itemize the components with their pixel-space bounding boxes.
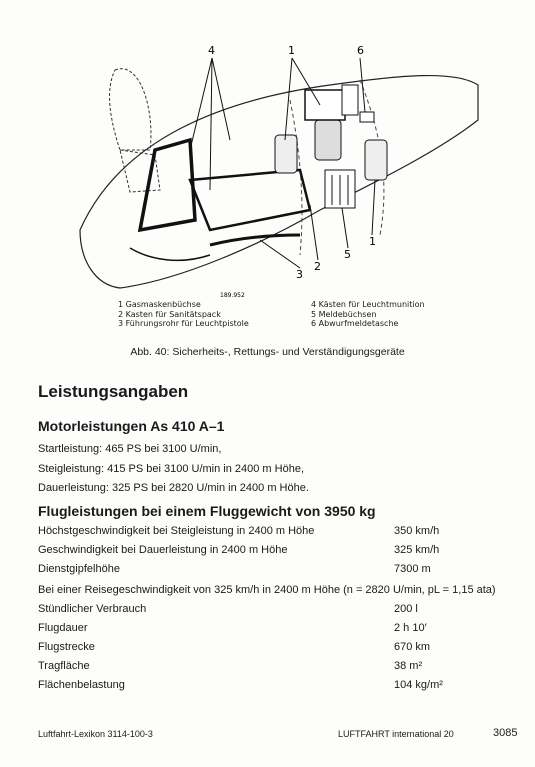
row-label: Stündlicher Verbrauch xyxy=(38,603,147,615)
first-aid-box xyxy=(305,90,345,120)
page-number: 3085 xyxy=(493,727,518,739)
motor-specs xyxy=(38,440,309,499)
callout-4: 4 xyxy=(208,44,215,57)
fuselage-illustration xyxy=(60,30,480,300)
table-row xyxy=(38,603,508,622)
legend-item: 1 Gasmaskenbüchse xyxy=(118,300,201,309)
row-value: 38 m² xyxy=(394,660,423,672)
motor-line: Startleistung: 465 PS bei 3100 U/min, xyxy=(38,443,222,455)
row-value: 104 kg/m² xyxy=(394,679,443,691)
row-label: Tragfläche xyxy=(38,660,90,672)
row-label: Geschwindigkeit bei Dauerleistung in 2400 m Höhe xyxy=(38,544,288,556)
equipment-figure xyxy=(60,30,480,300)
table-row xyxy=(38,622,508,641)
row-value: 350 km/h xyxy=(394,525,440,537)
row-label: Flächenbelastung xyxy=(38,679,125,691)
table-row xyxy=(38,563,508,582)
gasmask-canister xyxy=(275,135,297,173)
motor-line: Steigleistung: 415 PS bei 3100 U/min in 2400 m Höhe, xyxy=(38,462,304,475)
footer-left: Luftfahrt-Lexikon 3114-100-3 xyxy=(38,729,153,739)
callout-6: 6 xyxy=(357,44,364,57)
table-row xyxy=(38,525,508,544)
motor-line: Dauerleistung: 325 PS bei 2820 U/min in 2400 m Höhe. xyxy=(38,482,309,494)
table-row xyxy=(38,544,508,563)
section-title: Leistungsangaben xyxy=(38,382,189,401)
callout-2: 2 xyxy=(314,260,321,273)
legend-item: 2 Kasten für Sanitätspack xyxy=(118,309,221,319)
row-label: Dienstgipfelhöhe xyxy=(38,563,120,575)
row-value: 325 km/h xyxy=(394,544,440,556)
drawing-number: 189.952 xyxy=(220,292,245,299)
callout-1-bottom: 1 xyxy=(369,235,376,248)
motor-heading: Motorleistungen As 410 A–1 xyxy=(38,418,225,434)
legend-item: 3 Führungsrohr für Leuchtpistole xyxy=(118,319,249,328)
seat-outline xyxy=(110,69,151,150)
row-label: Flugstrecke xyxy=(38,641,95,653)
flight-heading: Flugleistungen bei einem Fluggewicht von 3950 kg xyxy=(38,503,376,519)
legend-item: 6 Abwurfmeldetasche xyxy=(311,319,399,328)
table-row xyxy=(38,641,508,660)
row-value: 7300 m xyxy=(394,563,431,575)
legend-item: 5 Meldebüchsen xyxy=(311,309,377,319)
drop-message-bag xyxy=(360,112,374,122)
cruise-note: Bei einer Reisegeschwindigkeit von 325 km/h in 2400 m Höhe (n = 2820 U/min, pL = 1,15 ata) xyxy=(38,584,496,596)
fuselage-outline xyxy=(80,76,478,288)
flight-performance-table xyxy=(38,525,508,698)
table-row xyxy=(38,660,508,679)
rail-frame xyxy=(140,140,195,230)
row-value: 670 km xyxy=(394,641,431,653)
figure-caption: Abb. 40: Sicherheits-, Rettungs- und Verständigungsgeräte xyxy=(130,346,405,358)
row-value: 2 h 10′ xyxy=(394,622,427,634)
row-label: Flugdauer xyxy=(38,622,88,634)
table-row xyxy=(38,679,508,698)
footer-middle: LUFTFAHRT international 20 xyxy=(338,729,454,739)
callout-1-top: 1 xyxy=(288,44,295,57)
legend-item: 4 Kästen für Leuchtmunition xyxy=(311,300,425,309)
row-value: 200 l xyxy=(394,603,418,615)
callout-5: 5 xyxy=(344,248,351,261)
callout-3: 3 xyxy=(296,268,303,281)
row-label: Höchstgeschwindigkeit bei Steigleistung in 2400 m Höhe xyxy=(38,525,315,537)
